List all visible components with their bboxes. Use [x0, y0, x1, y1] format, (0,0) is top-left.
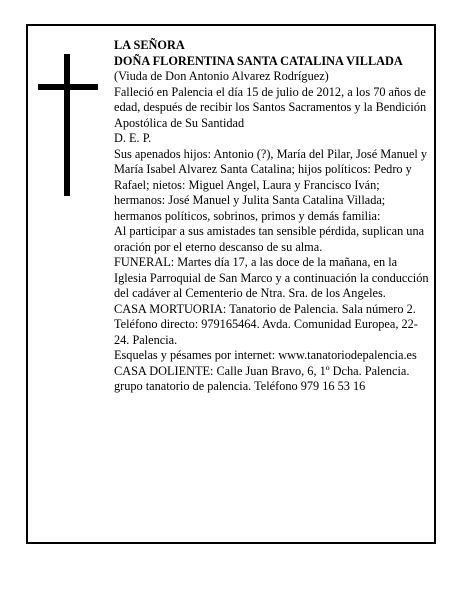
mortuary-paragraph: CASA MORTUORIA: Tanatorio de Palencia. Sala número 2. Teléfono directo: 979165464. Avda. Comunidad Europea, 22-24. Palencia. [114, 301, 418, 347]
rip-line: D. E. P. [114, 131, 152, 145]
widow-of-line: (Viuda de Don Antonio Alvarez Rodríguez) [114, 69, 329, 83]
deceased-name: DOÑA FLORENTINA SANTA CATALINA VILLADA [114, 53, 403, 68]
obituary-text [114, 38, 430, 395]
death-info-paragraph: Falleció en Palencia el día 15 de julio de 2012, a los 70 años de edad, después de recibir los Santos Sacramentos y la Bendición Apostólica de Su Santidad [114, 84, 427, 130]
cross-icon [38, 54, 98, 196]
notice-heading: LA SEÑORA [114, 38, 185, 52]
cross-vertical-bar [64, 54, 70, 196]
funeral-paragraph: FUNERAL: Martes día 17, a las doce de la mañana, en la Iglesia Parroquial de San Marco y a continuación la conducción del cadáver al Cementerio de Ntra. Sra. de los Angeles. [114, 255, 429, 300]
family-paragraph: Sus apenados hijos: Antonio (?), María del Pilar, José Manuel y María Isabel Alvarez Santa Catalina; hijos políticos: Pedro y Rafael; nietos: Miguel Angel, Laura y Francisco Iván; hermanos: José Manuel y Julita Santa Catalina Villada; hermanos políticos, sobrinos, primos y demás familia: [114, 146, 428, 223]
condolences-paragraph: Esquelas y pésames por internet: www.tanatoriodepalencia.es CASA DOLIENTE: Calle Juan Bravo, 6, 1º Dcha. Palencia. grupo tanatorio de palencia. Teléfono 979 16 53 16 [114, 348, 417, 393]
cross-horizontal-bar [38, 84, 98, 90]
prayer-request-paragraph: Al participar a sus amistades tan sensible pérdida, suplican una oración por el eterno descanso de su alma. [114, 224, 425, 254]
